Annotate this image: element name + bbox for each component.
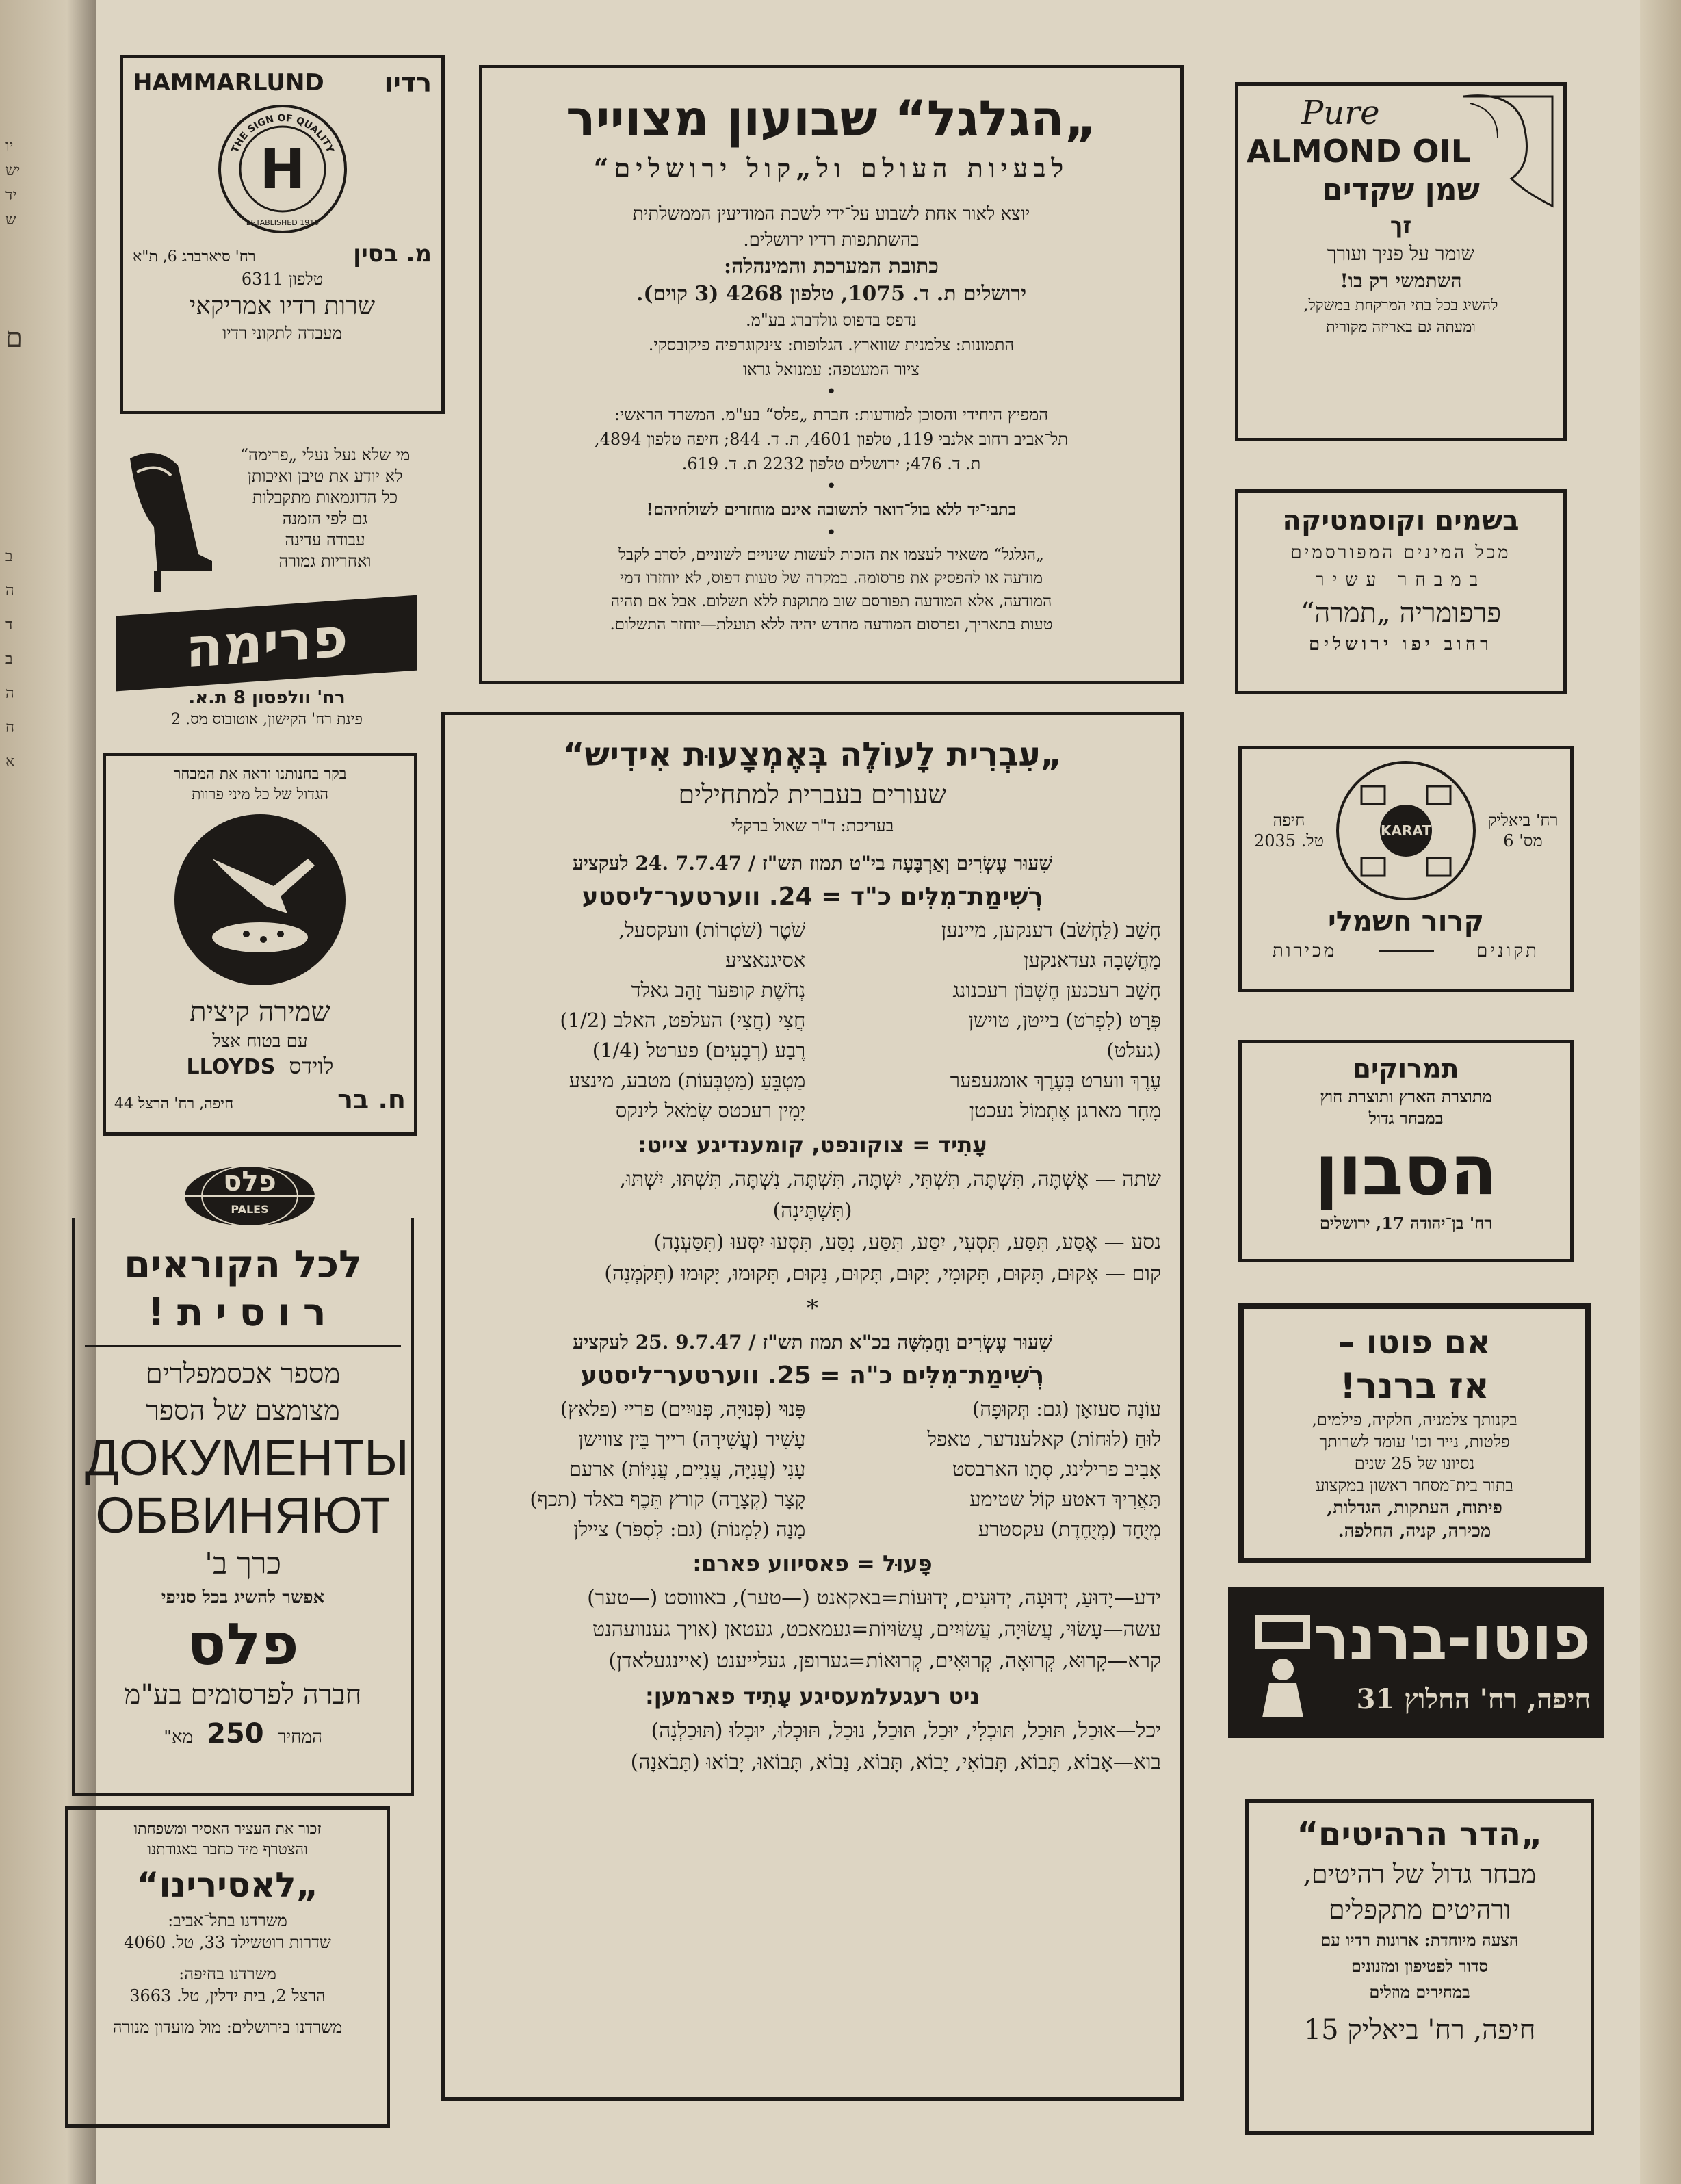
word-row [464, 915, 1161, 945]
gutter-text: א [5, 753, 15, 770]
separator-dot: • [826, 476, 837, 497]
lesson-title: „עִבְרִית לָעוֹלֶה בְּאֶמְצָעוּת אִידִיש“ [562, 736, 1063, 774]
galgal-line: ירושלים ת. ד. 1075, טלפון 4268 (3 קוים). [636, 282, 1027, 306]
word-row [464, 1514, 1161, 1544]
almond-line: ומעתה גם באריזה מקורית [1326, 319, 1476, 336]
galgal-line: המודעה, אלא המודעה תפורסם שוב מתוקנת ללא תשלום. אבל אם תהיה [610, 593, 1052, 610]
page-edge [1640, 0, 1681, 2184]
foto-banner [1228, 1587, 1604, 1738]
almond-brand: ALMOND OIL [1247, 133, 1472, 170]
separator-dot: • [826, 382, 837, 402]
hebrew-lesson-box [441, 712, 1184, 2101]
hadar-line: במחירים מוזלים [1369, 1982, 1470, 2002]
galgal-line: טעות בתאריך, ופרסום המודעה מחדש יהיה ללא תועלת—יוחזר התשלום. [610, 616, 1053, 634]
foto-body: מכירה, קניה, החלפה. [1338, 1521, 1491, 1542]
word-entry: מַחֲשָׁבָה געדאנקען [1024, 948, 1161, 972]
almond-line: שומר על פניך ועורך [1327, 242, 1475, 265]
word-row [464, 1035, 1161, 1065]
merchant-name: ח. בר [337, 1084, 406, 1115]
conjugation-line: קום — אָקוּם, תָּקוּם, תָּקוּמִי, יָקוּם, תָּקוּם, נָקוּם, תָּקוּמוּ, יָקוּמוּ (תָּקֹמְנָה) [604, 1262, 1161, 1286]
logo-ring-text: THE SIGN OF QUALITY [229, 112, 335, 155]
lesson-editor: בעריכת: ד"ר שאול ברקלי [731, 816, 894, 835]
hasabon-line: מתוצרת הארץ ותוצרת חוץ [1320, 1087, 1492, 1106]
hadar-line: הצעה מיוחדת: ארונות רדיו עם [1320, 1930, 1519, 1950]
karat-city: חיפה [1273, 811, 1305, 830]
foto-headline: אז ברנר! [1340, 1366, 1489, 1407]
pales-headline: לכל הקוראים [124, 1243, 362, 1287]
radio-label: רדיו [384, 68, 432, 98]
almond-line: להשיג בכל בתי המרקחת במשקל, [1303, 297, 1498, 314]
prima-line: ואחריות גמורה [278, 551, 372, 571]
almond-hebrew: שמן שקדים [1322, 172, 1480, 207]
pales-logo-english: PALES [231, 1203, 269, 1216]
merchant-address: חיפה, רח' הרצל 44 [114, 1095, 234, 1113]
irregular-header: ניט רעגעלמעסיגע עָתִיד פארמען: [644, 1683, 980, 1709]
word-entry: אסיגנאציע [725, 948, 806, 972]
foto-banner-address: חיפה, רח' החלוץ 31 [1356, 1683, 1591, 1715]
word-row [464, 1424, 1161, 1454]
gutter-text: ה [5, 582, 14, 599]
word-entry: עוֹנָה סעזאָן (גם: תְּקוּפָה) [972, 1397, 1161, 1420]
gutter-text: ש [5, 211, 16, 229]
price-value: 250 [207, 1718, 264, 1750]
lloyds-insured: עם בטוח אצל [212, 1031, 308, 1052]
lasirino-line: זכור את העציר האסיר ומשפחתו [133, 1821, 322, 1838]
galgal-line: „הגלגל“ משאיר לעצמו את הזכות לעשות שינויים לשוניים, לסרב לקבל [618, 546, 1044, 564]
lasirino-address: שדרות רוטשילד 33, טל. 4060 [124, 1933, 331, 1952]
prima-line: עבודה עדינה [285, 530, 365, 549]
passive-header: פָּעוּל = פאסיווע פארם: [692, 1550, 933, 1576]
russian-title: ДОКУМЕНТЫ [85, 1429, 409, 1486]
foto-banner-name: פוטו-ברנר [1314, 1604, 1591, 1673]
dealer-address: רח' סיארברג 6, ת"א [133, 248, 256, 265]
galgal-line: ציור המעטפה: עמנואל גראו [743, 360, 920, 379]
hasabon-name: הסבון [1314, 1130, 1498, 1210]
almond-zach: זך [1390, 212, 1412, 238]
conjugation-line: שתה — אֶשְׁתֶּה, תִּשְׁתֶּה, תִּשְׁתִּי, יִשְׁתֶּה, תִּשְׁתֶּה, נִשְׁתֶּה, תִּשְׁתּוּ, יִשְׁתּוּ, [619, 1167, 1161, 1191]
ad-hasabon [1238, 1040, 1574, 1262]
word-entry: תַּאֲרִיךְ דאטע קוֹל שטימע [969, 1487, 1161, 1511]
prima-bus: פינת רח' הקישון, אוטובוס מס. 2 [171, 711, 363, 728]
price-label: המחיר [277, 1727, 322, 1747]
dealer-name: מ. בסין [353, 240, 432, 268]
lloyds-line: הגדול של כל מיני פרוות [191, 786, 329, 803]
galgal-line: כתבי־יד ללא בול־דואר לתשובה אינם מוחזרים לשולחיהם! [646, 499, 1017, 519]
karat-sale: מכירות [1272, 941, 1338, 961]
prima-line: לא יודע את טיבן ואיכותן [247, 467, 403, 486]
passive-line: עשה—עָשׂוּי, עֲשׂוּיָה, עֲשׂוּיִים, עֲשׂוּיוֹת=געמאכט, געטאן (אויך גענוועהנט [592, 1617, 1161, 1641]
word-row [464, 1005, 1161, 1035]
word-entry: אָבִיב פרילינג, סְתָו הארבסט [952, 1457, 1161, 1481]
hadar-address: חיפה, רח' ביאליק 15 [1303, 2014, 1536, 2046]
word-entry: לוּחַ (לוּחוֹת) קאלענדער, טאפל [927, 1427, 1161, 1451]
list25-header: רְשִׁימַת־מִלִּים כ"ה = 25. ווערטער־ליסטע [580, 1362, 1045, 1390]
word-row [464, 975, 1161, 1005]
word-entry: עָשִׁיר (עֲשִׁירָה) רייך בֵּין צווישן [578, 1427, 806, 1451]
galgal-line: בהשתתפות רדיו ירושלים. [743, 230, 920, 250]
galgal-masthead-box [479, 65, 1184, 684]
gutter-text: יו [5, 138, 14, 155]
gutter-text: יש [5, 162, 21, 179]
pales-limited: מספר אכסמפלרים [145, 1358, 341, 1390]
foto-body: בקנותך צלמניה, חלקיה, פילמים, [1312, 1410, 1517, 1429]
word-entry: עֶרֶךְ ווערט בְּעֶרֶךְ אומגעפער [950, 1069, 1161, 1092]
galgal-line: יוצא לאור אחת לשבוע על־ידי לשכת המודיעין הממשלתית [632, 204, 1030, 224]
pales-publisher: פלס [187, 1611, 299, 1678]
word-entry: פְּרָט (לִפְרֹט) בייטן, טוישן [968, 1009, 1161, 1032]
pales-limited: מצומצם של הספר [146, 1395, 340, 1427]
foto-body: נסיונו של 25 שנים [1354, 1454, 1475, 1473]
passive-line: ידע—יָדוּעַ, יְדוּעָה, יְדוּעִים, יְדוּעוֹת=באקאנט (—טער), באוווסט (—טער) [587, 1586, 1161, 1610]
hadar-line: מבחר גדול של רהיטים, [1303, 1859, 1537, 1889]
word-row [464, 1065, 1161, 1095]
galgal-line: נדפס בדפוס גולדברג בע"מ. [745, 311, 917, 330]
galgal-line: תל־אביב רחוב אלנבי 119, טלפון 4601, ת. ד. 844; חיפה טלפון 4894, [595, 430, 1068, 449]
word-list-24 [464, 915, 1161, 1126]
hadar-line: ורהיטים מתקפלים [1328, 1895, 1511, 1925]
logo-letter: H [259, 138, 305, 201]
word-row [464, 1095, 1161, 1126]
future-header: עָתִיד = צוקונפט, קומענדיגע צייט: [638, 1132, 987, 1158]
pales-company: חברה לפרסומים בע"מ [124, 1679, 362, 1711]
pales-available: אפשר להשיג בכל סניפי [161, 1587, 325, 1608]
word-entry: פָּנוּי (פְּנוּיָה, פְּנוּיִים) פריי (פלאץ) [560, 1397, 806, 1420]
irregular-line: יכל—אוּכַל, תּוּכַל, תּוּכְלִי, יוּכַל, תּוּכַל, נוּכַל, תּוּכְלוּ, יוּכְלוּ (תּוּכַלְנָה) [651, 1719, 1161, 1743]
foto-body: בתור בית־מסחר ראשון במקצוע [1316, 1476, 1513, 1495]
woman-profile-icon [1436, 90, 1559, 213]
gutter-text: ה [5, 685, 14, 702]
word-entry: מָנָה (לִמְנוֹת) (גם: לִסְפֹּר) ציילן [573, 1518, 806, 1541]
hadar-line: סדור לפטיפון ומזנונים [1351, 1956, 1489, 1976]
word-entry: מַטְבֵּעַ (מַטְבְּעוֹת) מטבע, מינצע [569, 1069, 806, 1092]
almond-line: השתמשי רק בו! [1340, 270, 1462, 292]
ad-lasirino [65, 1806, 390, 2128]
ad-lloyds [103, 753, 417, 1136]
word-entry: שֹׁטֶר (שֹׁטְרוֹת) וועקסעל, [618, 918, 806, 941]
word-entry: מָחָר מארגן אֶתְמוֹל נעכטן [969, 1099, 1161, 1122]
karat-phone: טל. 2035 [1253, 831, 1325, 850]
word-entry: מְיֻחָד (מְיֻחֶדֶת) עקסטרע [978, 1518, 1161, 1541]
ad-prima [116, 431, 431, 732]
star-separator: * [807, 1295, 818, 1322]
prima-line: מי שלא נעל נעלי „פרימה“ [239, 445, 411, 465]
prima-brand: פרימה [185, 605, 348, 681]
karat-logo-text: KARAT [1381, 822, 1431, 839]
lasirino-office: משרדנו בירושלים: מול מועדון מנורה [112, 2018, 343, 2037]
tamara-line: במבחר עשיר [1315, 570, 1487, 590]
word-entry: קָצָר (קְצָרָה) קורץ תֵּכֶף באלד (תכף) [530, 1487, 806, 1511]
lasirino-line: והצטרף מיד כחבר באגודתנו [147, 1841, 308, 1858]
prima-address: רח' וולפסון 8 ת.א. [188, 688, 346, 708]
hammarlund-logo [214, 101, 351, 237]
lasirino-address: הרצל 2, בית ידלין, טל. 3663 [129, 1986, 326, 2005]
word-entry: יָמִין רעכטס שְׂמֹאל לינקס [615, 1099, 806, 1122]
karat-street: רח' ביאליק מס' 6 [1487, 811, 1559, 850]
list24-header: רְשִׁימַת־מִלִּים כ"ד = 24. ווערטער־ליסטע [582, 883, 1043, 911]
galgal-subtitle: לבעיות העולם ול„קול ירושלים“ [593, 153, 1069, 183]
pales-headline: רוסית! [147, 1290, 339, 1335]
irregular-line: בוא—אָבוֹא, תָּבוֹא, תָּבוֹאִי, יָבוֹא, תָּבוֹא, נָבוֹא, תָּבוֹאוּ, יָבוֹאוּ (תָּבֹאנָה) [630, 1750, 1161, 1774]
word-entry: חָשַׁב (לַחְשֹׁב) דענקען, מיינען [941, 918, 1161, 941]
foto-body: פיתוח, העתקות, הגדלות, [1327, 1498, 1502, 1518]
passive-line: קרא—קָרוּא, קְרוּאָה, קְרוּאִים, קְרוּאוֹת=גערופן, געלייענט (איינגעלאדן) [608, 1649, 1161, 1673]
hadar-title: „הדר הרהיטים“ [1296, 1815, 1543, 1854]
gutter-text: ד [5, 616, 13, 634]
prima-line: גם לפי הזמנה [282, 509, 368, 528]
word-entry: חֲצִי (חֲצִי) העלפט, האלב (1/2) [560, 1009, 806, 1032]
ad-karat [1238, 746, 1574, 992]
lloyds-line: בקר בחנותנו וראה את המבחר [173, 766, 347, 783]
tamara-address: רחוב יפו ירושלים [1309, 634, 1493, 655]
tamara-title: בשמים וקוסמטיקה [1282, 505, 1520, 536]
galgal-line: ת. ד. 476; ירושלים טלפון 2232 ת. ד. 619. [681, 454, 981, 473]
lloyds-english: LLOYDS [186, 1055, 276, 1079]
lesson25-header: שִׁעוּר עֶשְׂרִים וַחֲמִשָּׁה בכ"א תמוז תש"ז / 9.7.47 .25 לעקציע [573, 1331, 1052, 1353]
karat-divider [1379, 950, 1434, 952]
separator-dot: • [826, 523, 837, 543]
galgal-line: המפיץ היחידי והסוכן למודעות: חברת „פלס“ בע"מ. המשרד הראשי: [614, 405, 1049, 424]
lesson-subtitle: שעורים בעברית למתחילים [678, 779, 947, 809]
word-entry: נְחֹשֶׁת קופּער זָהָב גאלד [631, 978, 806, 1002]
gutter-text: ב [5, 548, 13, 565]
ad-tamara [1235, 489, 1567, 694]
ad-hadar [1245, 1799, 1594, 2135]
hasabon-title: תמרוקים [1353, 1054, 1459, 1084]
service-text: שרות רדיו אמריקאי [189, 292, 376, 320]
foto-body: פלטות, נייר וכו' עומד לשרותך [1319, 1432, 1510, 1451]
galgal-line: התמונות: צלמנית שווארץ. הגלופות: צינקוגרפיה פיקובסקי. [648, 335, 1015, 354]
prima-banner [116, 595, 417, 692]
word-row [464, 1454, 1161, 1484]
word-entry: (געלט) [1106, 1039, 1161, 1062]
russian-title: ОБВИНЯЮТ [95, 1487, 391, 1544]
gutter-text: ב [5, 651, 13, 668]
ad-hammarlund [120, 55, 445, 414]
photographer-icon [1242, 1608, 1324, 1717]
hasabon-line: במבחר גדול [1368, 1108, 1444, 1128]
price-unit: מא" [164, 1727, 194, 1747]
galgal-line: מודעה או להפסיק את פרסומה. במקרה של טעות דפוס, לא יוחזרו דמי [620, 569, 1043, 587]
shoe-icon [116, 445, 219, 595]
ad-pales [72, 1218, 414, 1796]
lloyds-slogan: שמירה קיצית [190, 996, 330, 1028]
word-row [464, 945, 1161, 975]
word-entry: עָנִי (עֲנִיָּה, עֲנִיִּים, עֲנִיּוֹת) ארעם [569, 1457, 806, 1481]
word-entry: חָשַׁב רעכנען חֶשְׁבּוֹן רעכנונג [952, 978, 1161, 1002]
karat-repair: תקונים [1476, 941, 1540, 961]
lloyds-emblem-icon [171, 811, 349, 989]
conjugation-line: נסע — אֶסַּע, תִּסַּע, תִּסְּעִי, יִסַּע, תִּסַּע, נִסַּע, תִּסְּעוּ יִסְּעוּ (תִּסַּעְנָה) [653, 1230, 1161, 1254]
pales-logo-hebrew: פלס [223, 1166, 276, 1197]
lab-text: מעבדה לתקוני רדיו [222, 324, 342, 343]
karat-name: קרור חשמלי [1327, 906, 1484, 937]
galgal-line: כתובת המערכת והמינהלה: [724, 255, 939, 278]
hammarlund-brand: HAMMARLUND [133, 69, 324, 96]
ad-foto-brenner [1238, 1303, 1591, 1563]
foto-headline: אם פוטו – [1338, 1323, 1491, 1362]
lasirino-office: משרדנו בתל־אביב: [168, 1911, 287, 1930]
hasabon-address: רח' בן־יהודה 17, ירושלים [1319, 1213, 1493, 1233]
conjugation-line: (תִּשְׁתֶּינָה) [772, 1199, 852, 1223]
gutter-text: יד [5, 187, 17, 204]
word-row [464, 1394, 1161, 1424]
lesson24-header: שִׁעוּר עֶשְׂרִים וְאַרְבָּעָה בי"ט תמוז תש"ז / 7.7.47 .24 לעקציע [572, 852, 1053, 874]
prima-line: כל הדוגמאות מתקבלות [252, 488, 398, 507]
galgal-title: „הגלגל“ שבועון מצוייר [566, 90, 1097, 147]
ad-almond-oil [1235, 82, 1567, 441]
lasirino-office: משרדנו בחיפה: [179, 1964, 276, 1984]
lloyds-hebrew: לוידס [289, 1053, 334, 1079]
tamara-name: פרפומריה „תמרה“ [1300, 597, 1502, 629]
pales-volume: כרך ב' [204, 1546, 282, 1581]
gutter-text: ח [5, 719, 15, 736]
word-entry: רֶבַע (רְבָעִים) פערטל (1/4) [592, 1039, 806, 1062]
almond-pure: Pure [1301, 94, 1380, 132]
word-list-25 [464, 1394, 1161, 1544]
karat-logo [1334, 759, 1478, 902]
word-row [464, 1484, 1161, 1514]
dealer-phone: טלפון 6311 [241, 270, 324, 289]
lasirino-name: „לאסירינו“ [136, 1865, 319, 1905]
tamara-line: מכל המינים המפורסמים [1290, 543, 1511, 563]
gutter-text: ם [5, 322, 23, 354]
logo-established: ESTABLISHED 1910 [246, 218, 319, 227]
